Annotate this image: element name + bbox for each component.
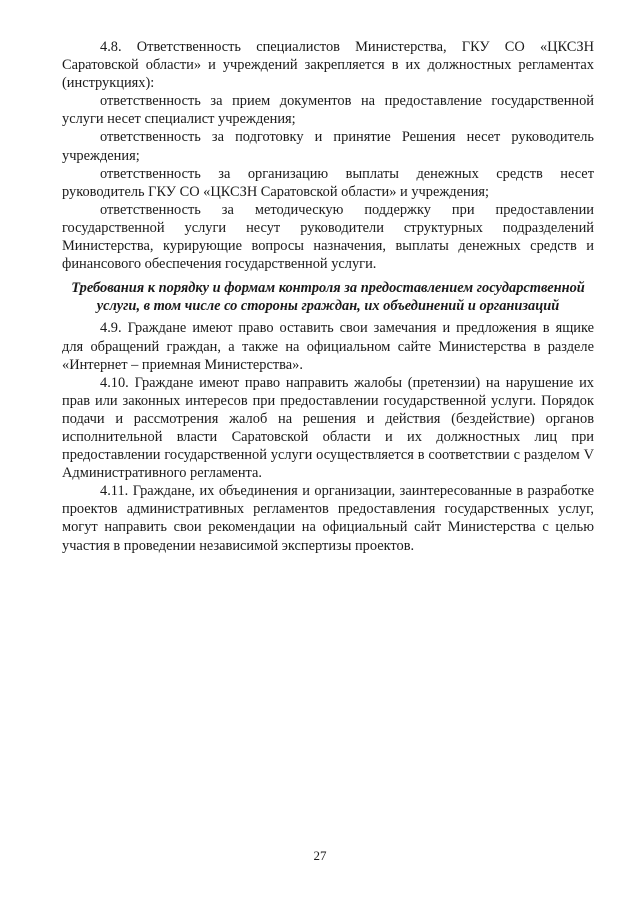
responsibility-item: ответственность за подготовку и принятие Решения несет руководитель учреждения;: [62, 129, 594, 164]
paragraph-4-8-intro: 4.8. Ответственность специалистов Министерства, ГКУ СО «ЦКСЗН Саратовской области» и учреждений закрепляется в их должностных регламентах (инструкциях):: [62, 39, 594, 92]
paragraph-4-11: 4.11. Граждане, их объединения и организации, заинтересованные в разработке проектов административных регламентов предоставления государственных услуг, могут направить свои рекомендации на официальный сайт Министерства с целью участия в проведении независимой экспертизы проектов.: [62, 483, 594, 554]
section-heading: Требования к порядку и формам контроля за предоставлением государственной услуги, в том числе со стороны граждан, их объединений и организаций: [71, 280, 585, 315]
responsibility-item: ответственность за прием документов на предоставление государственной услуги несет специалист учреждения;: [62, 93, 594, 128]
paragraph-4-9: 4.9. Граждане имеют право оставить свои замечания и предложения в ящике для обращений граждан, а также на официальном сайте Министерства в разделе «Интернет – приемная Министерства».: [62, 320, 594, 373]
paragraph-4-10: 4.10. Граждане имеют право направить жалобы (претензии) на нарушение их прав или законных интересов при предоставлении государственной услуги. Порядок подачи и рассмотрения жалоб на решения и действия (бездействие) органов исполнительной власти Саратовской области и их должностных лиц при предоставлении государственной услуги осуществляется в соответствии с разделом V Административного регламента.: [62, 374, 594, 482]
responsibility-item: ответственность за методическую поддержку при предоставлении государственной услуги несут руководители структурных подразделений Министерства, курирующие вопросы назначения, выплаты денежных средств и финансового обеспечения государственной услуги.: [62, 201, 594, 273]
document-page: [62, 38, 594, 555]
responsibility-item: ответственность за организацию выплаты денежных средств несет руководитель ГКУ СО «ЦКСЗН Саратовской области» и учреждения;: [62, 165, 594, 200]
page-number: 27: [313, 848, 327, 863]
